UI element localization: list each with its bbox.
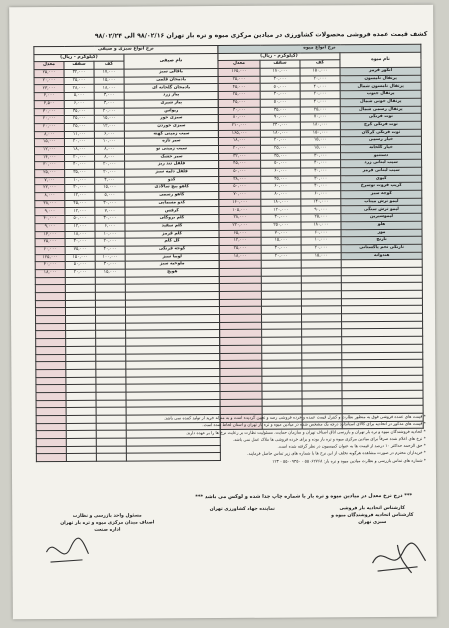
fruit-cell-max: ۳۰,۰۰۰ (260, 91, 300, 99)
veg-cell-name: سیر خشک (125, 153, 219, 161)
fruit-cell-min: ۳۰,۰۰۰ (301, 152, 341, 160)
fruit-cell-name: پرتقال خونی شمال (340, 98, 421, 106)
fruit-cell-name: گریپ فروت توسرخ (341, 183, 422, 191)
fruit-cell-avg: ۵۰,۰۰۰ (219, 168, 261, 176)
veg-cell-max (66, 385, 96, 393)
fruit-cell-name: نارنگی تخم پاکستانی (341, 244, 422, 252)
vegetable-price-table (33, 45, 221, 462)
fruit-cell-avg: ۲۵,۰۰۰ (218, 91, 260, 99)
veg-cell-name: کلم بروکلی (125, 215, 219, 223)
veg-cell-max: ۳۲,۰۰۰ (64, 69, 94, 77)
veg-cell-name: لوبیا سبز (125, 253, 219, 261)
note-line: * اتحادیه فروشندگان میوه و تره بار تهران و بازرسی اتاق اصناف تهران و سازمان حمایت، مسئولیت نظارت بر رعایت نرخ ها را بر عهده دارند. (185, 428, 426, 435)
veg-cell-max (66, 361, 96, 369)
fruit-section-header: نرخ انواع میوه (218, 44, 421, 53)
veg-cell-max: ۱۲,۰۰۰ (65, 192, 95, 200)
note-line: * قیمت های عمده فروشی فوق به منظور نظارت و کنترل قیمت عمده و خرده فروشی رصد و تعیین گردیده است و به منزله خرید از تولید کننده نمی باشد. (163, 413, 426, 421)
fruit-cell-min: ۴۰,۰۰۰ (301, 160, 341, 168)
fruit-cell-name: نارنج (341, 236, 422, 244)
fruit-cell-name: گوجه سبز (341, 190, 422, 198)
veg-cell-name: باقالی سبز (124, 69, 218, 77)
fruit-cell-avg: ۴۵,۰۰۰ (218, 84, 260, 92)
veg-cell-min: ۷,۰۰۰ (95, 208, 125, 216)
fruit-cell-avg: ۱۸,۰۰۰ (218, 138, 260, 146)
fruit-cell-max: ۷۰,۰۰۰ (261, 230, 301, 238)
fruit-cell-name: خیار رسمی (340, 137, 421, 145)
veg-cell-max: ۲۰,۰۰۰ (65, 154, 95, 162)
fruit-cell-avg: ۱۶۵,۰۰۰ (218, 68, 260, 76)
veg-cell-min: ۵,۰۰۰ (95, 192, 125, 200)
veg-cell-avg: ۲۵,۰۰۰ (34, 70, 64, 78)
fruit-cell-max: ۸۰,۰۰۰ (261, 191, 301, 199)
veg-section-header: نرخ انواع سبزی و صیفی (34, 46, 218, 55)
veg-unit-header: (کیلوگرم - ریال) (34, 54, 124, 62)
fruit-cell-max: ۱۲۰,۰۰۰ (261, 206, 301, 214)
fruit-cell-min: ۱۰,۰۰۰ (301, 237, 341, 245)
fruit-cell-name: لیموشیرین (341, 213, 422, 221)
veg-cell-max (66, 392, 96, 400)
veg-cell-min (96, 377, 126, 385)
veg-cell-name: فلفل دلمه سبز (125, 169, 219, 177)
notes-block (34, 413, 426, 466)
fruit-cell-name: دستنبو (341, 152, 422, 160)
fruit-cell-min: ۱۸۰,۰۰۰ (301, 222, 341, 230)
veg-cell-max: ۴۰,۰۰۰ (65, 162, 95, 170)
document-title (27, 31, 427, 43)
veg-cell-avg (35, 285, 65, 293)
fruit-cell-avg: ۷۰,۰۰۰ (219, 191, 261, 199)
fruit-cell-name: هلو (341, 221, 422, 229)
veg-cell-max (65, 308, 95, 316)
veg-cell-min: ۱۲,۰۰۰ (94, 123, 124, 131)
veg-cell-avg (36, 346, 66, 354)
veg-cell-min: ۱۵,۰۰۰ (94, 77, 124, 85)
fruit-cell-max: ۱۸۰,۰۰۰ (260, 68, 300, 76)
veg-cell-min (96, 369, 126, 377)
veg-cell-min (96, 400, 126, 408)
veg-cell-max: ۳۵,۰۰۰ (64, 108, 94, 116)
fruit-cell-name: لیمو ترش میناب (341, 198, 422, 206)
veg-cell-min (95, 300, 125, 308)
fruit-cell-max: ۵۰,۰۰۰ (260, 99, 300, 107)
fruit-cell-avg: ۱۰۵,۰۰۰ (219, 207, 261, 215)
note-line: * شماره های تماس بازرسی و نظارت میادین میوه و تره بار: ۵۵۰۶۲۷۶۸ - ۵۵۰۰۹۴۵۰ - ۱۲۴ (272, 457, 426, 464)
veg-cell-avg: ۱۵,۰۰۰ (34, 139, 64, 147)
veg-cell-avg (36, 369, 66, 377)
veg-cell-max (65, 285, 95, 293)
veg-cell-min (96, 315, 126, 323)
document-page (9, 5, 437, 620)
veg-cell-min: ۶,۰۰۰ (95, 223, 125, 231)
fruit-price-table (217, 44, 423, 431)
veg-cell-name: گل کلم (125, 238, 219, 246)
note-line: * نرخ های اعلام شده صرفاً برای میادین مرکزی میوه و تره بار بوده و برای خرده فروشی ها ملاک عمل نمی باشد. (232, 435, 426, 442)
veg-cell-min: ۲۰,۰۰۰ (95, 169, 125, 177)
fruit-cell-min: ۴۰,۰۰۰ (301, 168, 341, 176)
veg-cell-min: ۳۰,۰۰۰ (95, 215, 125, 223)
veg-cell-min: ۱۵,۰۰۰ (95, 184, 125, 192)
fruit-cell-name: خیار گلخانه (340, 144, 421, 152)
veg-cell-min (96, 384, 126, 392)
veg-cell-avg: ۸,۰۰۰ (34, 131, 64, 139)
veg-avg-header: معدل (34, 62, 64, 70)
fruit-cell-avg: ۱۶۰,۰۰۰ (219, 199, 261, 207)
veg-cell-avg: ۶۰,۰۰۰ (35, 246, 65, 254)
veg-cell-max (65, 292, 95, 300)
veg-cell-name: ملوخیه سبز (125, 261, 219, 269)
veg-cell-name: هویج (125, 268, 219, 276)
fruit-cell-name: پرتقال جنوب (340, 90, 421, 98)
handwritten-signature-2 (42, 532, 92, 572)
veg-cell-name: پیاز شیری (124, 99, 218, 107)
veg-cell-max: ۵۰,۰۰۰ (65, 215, 95, 223)
fruit-cell-min: ۱۴۰,۰۰۰ (301, 199, 341, 207)
fruit-cell-avg: ۲۲۰,۰۰۰ (219, 222, 261, 230)
fruit-cell-min: ۱۵,۰۰۰ (301, 252, 341, 260)
fruit-cell-min: ۲۰,۰۰۰ (300, 76, 340, 84)
veg-cell-min (95, 292, 125, 300)
note-line: * قیمت های مذکور در اتحادیه برای کالای استاندارد درجه یک مشخص شده در میادین میوه و تره بار تهران و استان لحاظ شده است. (202, 421, 426, 428)
veg-cell-min: ۱۰۰,۰۰۰ (95, 254, 125, 262)
veg-cell-avg: ۱۴,۰۰۰ (35, 231, 65, 239)
veg-cell-avg: ۱۸,۰۰۰ (35, 269, 65, 277)
veg-cell-name: فلفل تند ریز (125, 161, 219, 169)
signature-block-3 (42, 512, 172, 534)
veg-cell-max: ۵,۰۰۰ (64, 92, 94, 100)
veg-cell-min: ۲۰,۰۰۰ (95, 238, 125, 246)
veg-cell-name: ریواس (124, 107, 218, 115)
fruit-cell-max: ۴۵,۰۰۰ (261, 176, 301, 184)
fruit-cell-min: ۲۰,۰۰۰ (301, 245, 341, 253)
veg-cell-avg (36, 331, 66, 339)
fruit-cell-avg: ۲۰,۰۰۰ (218, 145, 260, 153)
veg-cell-name: سبزی خور (124, 115, 218, 123)
fruit-cell-min: ۱۵,۰۰۰ (300, 145, 340, 153)
fruit-cell-name: پرتقال رسمی شمال (340, 106, 421, 114)
veg-cell-avg (35, 300, 65, 308)
fruit-name-header: نام میوه (340, 52, 421, 68)
fruit-cell-max: ۳۵,۰۰۰ (260, 107, 300, 115)
veg-cell-min: ۳,۰۰۰ (94, 100, 124, 108)
fruit-cell-min: ۱۵,۰۰۰ (300, 137, 340, 145)
veg-cell-max: ۲۰,۰۰۰ (64, 139, 94, 147)
fruit-cell-avg: ۱۶۵,۰۰۰ (218, 130, 260, 138)
veg-cell-max: ۴۵,۰۰۰ (65, 200, 95, 208)
veg-cell-min (96, 361, 126, 369)
veg-cell-name: سبزی خوردن (124, 122, 218, 130)
warning-line: *** درج نرخ معدل در میادین میوه و تره بار با شماره چاپ جدا شده و لوکس می باشد *** (195, 492, 413, 501)
note-line: * خریداران محترم در صورت مشاهده هرگونه تخلف از این نرخ ها با شماره های زیر تماس حاصل فرمایند. (247, 450, 426, 457)
fruit-cell-name: توت فرنگی گرگان (340, 129, 421, 137)
veg-cell-avg: ۸,۰۰۰ (35, 193, 65, 201)
veg-cell-avg (36, 339, 66, 347)
veg-cell-max: ۲۰,۰۰۰ (65, 269, 95, 277)
veg-cell-max (66, 369, 96, 377)
veg-cell-max: ۱۱,۰۰۰ (64, 131, 94, 139)
veg-cell-min (96, 354, 126, 362)
fruit-cell-max: ۶۰,۰۰۰ (261, 168, 301, 176)
veg-cell-name: بادمجان گلخانه ای (124, 84, 218, 92)
signature-block-2 (187, 506, 297, 514)
fruit-cell-name: هندوانه (341, 252, 422, 260)
fruit-cell-min: ۲۵,۰۰۰ (301, 214, 341, 222)
veg-cell-max: ۵۰,۰۰۰ (65, 262, 95, 270)
veg-cell-avg: ۴,۵۰۰ (34, 100, 64, 108)
veg-cell-max: ۱۲,۰۰۰ (65, 208, 95, 216)
veg-cell-max (65, 277, 95, 285)
fruit-cell-min: ۴۰,۰۰۰ (301, 183, 341, 191)
fruit-cell-avg: ۲۸,۰۰۰ (219, 214, 261, 222)
veg-cell-min (96, 346, 126, 354)
fruit-cell-max: ۵۰,۰۰۰ (261, 160, 301, 168)
veg-cell-avg (36, 392, 66, 400)
veg-cell-min (96, 323, 126, 331)
veg-cell-max: ۷۵,۰۰۰ (65, 246, 95, 254)
veg-cell-avg (36, 400, 66, 408)
veg-cell-avg: ۷,۰۰۰ (35, 177, 65, 185)
fruit-min-header: کف (300, 60, 340, 68)
veg-cell-avg (36, 377, 66, 385)
veg-cell-name: سیر تازه (124, 138, 218, 146)
veg-cell-min: ۲۰,۰۰۰ (95, 161, 125, 169)
veg-cell-max: ۱۰,۰۰۰ (65, 177, 95, 185)
veg-cell-min: ۳۰,۰۰۰ (95, 200, 125, 208)
veg-cell-avg: ۲۵,۰۰۰ (35, 239, 65, 247)
veg-cell-max: ۳۰,۰۰۰ (65, 238, 95, 246)
veg-cell-max (65, 300, 95, 308)
fruit-cell-max: ۹۰,۰۰۰ (260, 114, 300, 122)
veg-cell-name: کاهو پیچ سالادی (125, 184, 219, 192)
veg-name-header: نام صیفی (124, 53, 218, 69)
veg-cell-min: ۱۷,۰۰۰ (94, 69, 124, 77)
fruit-cell-max: ۲۴۰,۰۰۰ (260, 122, 300, 130)
veg-cell-avg (36, 323, 66, 331)
veg-cell-min: ۱۸,۰۰۰ (94, 85, 124, 93)
veg-cell-max: ۱۵۰,۰۰۰ (65, 254, 95, 262)
veg-cell-min: ۳۰,۰۰۰ (95, 261, 125, 269)
fruit-cell-min: ۴۰,۰۰۰ (300, 99, 340, 107)
signature-1-line-2: کارشناس اتحادیه فروشندگان میوه و (331, 512, 414, 519)
veg-cell-name: کاهو رسمی (125, 192, 219, 200)
veg-cell-avg: ۳۰,۰۰۰ (34, 108, 64, 116)
veg-cell-avg: ۹,۰۰۰ (35, 208, 65, 216)
veg-cell-name: سیب زمینی نو (124, 145, 218, 153)
veg-cell-avg: ۲۰,۰۰۰ (34, 77, 64, 85)
title-text: کشف قیمت عمده فروشی محصولات کشاورزی در میادین مرکزی میوه و تره بار تهران ۹۸/۰۲/۱۶ الی ۹۸/۰۲/۲۴ (94, 30, 428, 40)
fruit-cell-min: ۶۰,۰۰۰ (301, 229, 341, 237)
veg-cell-avg: ۲۰,۰۰۰ (34, 123, 64, 131)
veg-cell-avg: ۱۴,۰۰۰ (35, 154, 65, 162)
fruit-cell-name: سیب لبنانی زرد (341, 160, 422, 168)
fruit-cell-max: ۵۰,۰۰۰ (260, 83, 300, 91)
fruit-cell-min: ۹۰,۰۰۰ (301, 206, 341, 214)
fruit-cell-name: انگور قرمز (340, 67, 421, 75)
veg-cell-name: پیاز زرد (124, 92, 218, 100)
fruit-cell-name: لیمو ترش سنگی (341, 206, 422, 214)
fruit-cell-max: ۳۵,۰۰۰ (261, 153, 301, 161)
veg-cell-min (95, 284, 125, 292)
fruit-cell-name: توت فرنگی (340, 113, 421, 121)
fruit-cell-name: سیب لبنانی قرمز (341, 167, 422, 175)
fruit-cell-min: ۱۵۰,۰۰۰ (300, 68, 340, 76)
fruit-cell-min: ۶۰,۰۰۰ (301, 191, 341, 199)
fruit-cell-max: ۲۵۰,۰۰۰ (261, 222, 301, 230)
veg-cell-max: ۶,۰۰۰ (64, 100, 94, 108)
veg-cell-max (66, 346, 96, 354)
veg-cell-avg (36, 385, 66, 393)
veg-cell-max: ۱۸,۰۰۰ (65, 231, 95, 239)
signature-3-line-1: مسئول واحد بازرسی و نظارت (72, 513, 142, 519)
veg-cell-max (66, 354, 96, 362)
veg-cell-max: ۲۵,۰۰۰ (64, 123, 94, 131)
veg-cell-avg: ۲۵,۰۰۰ (35, 169, 65, 177)
veg-cell-min: ۳,۰۰۰ (94, 92, 124, 100)
fruit-cell-name: پرتقال تامسون شمال (340, 83, 421, 91)
veg-cell-name: سیب زمینی کهنه (124, 130, 218, 138)
veg-cell-avg (36, 354, 66, 362)
fruit-cell-max: ۲۰,۰۰۰ (260, 137, 300, 145)
veg-cell-min: ۱۰,۰۰۰ (94, 138, 124, 146)
fruit-cell-max: ۶۰,۰۰۰ (261, 183, 301, 191)
veg-cell-name: بادمجان قلمی (124, 76, 218, 84)
fruit-cell-min: ۱۵۰,۰۰۰ (300, 129, 340, 137)
veg-cell-name: کدو (125, 176, 219, 184)
fruit-cell-name: توت فرنگی کرج (340, 121, 421, 129)
signature-3-line-3: اداره صنعت (94, 527, 121, 533)
veg-max-header: سقف (64, 62, 94, 70)
veg-cell-max (66, 331, 96, 339)
fruit-cell-avg: ۱۲,۰۰۰ (219, 237, 261, 245)
veg-cell-min: ۲۰,۰۰۰ (94, 108, 124, 116)
veg-cell-avg: ۱۲۵,۰۰۰ (35, 254, 65, 262)
veg-cell-avg: ۲۲,۰۰۰ (35, 185, 65, 193)
veg-cell-min (96, 331, 126, 339)
veg-cell-min: ۴۰,۰۰۰ (95, 246, 125, 254)
veg-cell-max: ۲۵,۰۰۰ (64, 77, 94, 85)
veg-cell-avg: ۲۳,۰۰۰ (34, 85, 64, 93)
veg-cell-max: ۱۲,۰۰۰ (65, 223, 95, 231)
veg-cell-max: ۲۵,۰۰۰ (64, 115, 94, 123)
fruit-cell-name: کیوی (341, 175, 422, 183)
veg-cell-avg: ۱۲,۰۰۰ (34, 146, 64, 154)
fruit-cell-avg: ۳۲,۰۰۰ (219, 153, 261, 161)
fruit-cell-name: پرتقال تامسون (340, 75, 421, 83)
veg-cell-max (66, 400, 96, 408)
veg-cell-min (96, 338, 126, 346)
signature-2-line-1: نماینده جهاد کشاورزی تهران (209, 506, 275, 513)
fruit-cell-min: ۷۰,۰۰۰ (300, 114, 340, 122)
fruit-cell-max: ۳۰,۰۰۰ (260, 76, 300, 84)
veg-cell-min: ۴,۰۰۰ (95, 177, 125, 185)
veg-cell-name: کرفس (125, 207, 219, 215)
fruit-unit-header: (کیلوگرم - ریال) (218, 52, 340, 60)
fruit-cell-min: ۲۰,۰۰۰ (300, 91, 340, 99)
veg-min-header: کف (94, 61, 124, 69)
fruit-cell-avg: ۸۰,۰۰۰ (218, 114, 260, 122)
veg-cell-avg (35, 277, 65, 285)
handwritten-signature-1 (367, 533, 429, 583)
veg-cell-max (66, 338, 96, 346)
veg-cell-avg (36, 316, 66, 324)
veg-cell-avg (36, 362, 66, 370)
fruit-cell-max: ۳۰,۰۰۰ (261, 245, 301, 253)
fruit-cell-avg: ۲۵,۰۰۰ (218, 76, 260, 84)
veg-cell-min: ۸,۰۰۰ (95, 154, 125, 162)
signature-block-1 (312, 505, 432, 527)
veg-cell-name: کلم سفید (125, 222, 219, 230)
signature-1-line-1: کارشناس اتحادیه بار فروشی (339, 505, 405, 512)
fruit-cell-max: ۱۵,۰۰۰ (261, 237, 301, 245)
veg-cell-avg: ۴,۰۰۰ (34, 93, 64, 101)
veg-cell-min: ۸,۰۰۰ (94, 146, 124, 154)
veg-cell-avg: ۴۰,۰۰۰ (35, 216, 65, 224)
veg-cell-max: ۳۵,۰۰۰ (65, 169, 95, 177)
fruit-cell-max: ۳۰,۰۰۰ (261, 214, 301, 222)
fruit-cell-avg: ۵۰,۰۰۰ (219, 184, 261, 192)
fruit-cell-max: ۱۸۰,۰۰۰ (260, 130, 300, 138)
veg-cell-min (95, 307, 125, 315)
fruit-cell-avg: ۶۵,۰۰۰ (219, 230, 261, 238)
veg-cell-avg: ۲۰,۰۰۰ (34, 116, 64, 124)
fruit-cell-avg: ۲۱۰,۰۰۰ (218, 122, 260, 130)
fruit-cell-min: ۴۰,۰۰۰ (300, 83, 340, 91)
veg-cell-avg: ۹,۰۰۰ (35, 223, 65, 231)
fruit-avg-header: معدل (218, 61, 260, 69)
veg-cell-max (66, 377, 96, 385)
veg-cell-avg: ۳۸,۰۰۰ (35, 200, 65, 208)
fruit-cell-max: ۲۵,۰۰۰ (260, 145, 300, 153)
veg-cell-min: ۱۵,۰۰۰ (95, 269, 125, 277)
veg-cell-min: ۱۰,۰۰۰ (95, 231, 125, 239)
fruit-cell-avg: ۳۰,۰۰۰ (218, 107, 260, 115)
veg-cell-min: ۱۵,۰۰۰ (94, 115, 124, 123)
veg-cell-name: کلم قرمز (125, 230, 219, 238)
fruit-cell-name: موز (341, 229, 422, 237)
fruit-cell-max: ۱۸۰,۰۰۰ (261, 199, 301, 207)
veg-cell-max (66, 323, 96, 331)
veg-cell-avg: ۴۰,۰۰۰ (35, 262, 65, 270)
fruit-cell-min: ۳۰,۰۰۰ (301, 175, 341, 183)
fruit-max-header: سقف (260, 60, 300, 68)
fruit-cell-avg: ۳۸,۰۰۰ (219, 176, 261, 184)
veg-cell-min: ۶,۰۰۰ (94, 131, 124, 139)
veg-cell-avg (35, 308, 65, 316)
veg-cell-max (66, 315, 96, 323)
fruit-cell-avg: ۱۸,۰۰۰ (219, 253, 261, 261)
signature-1-line-3: سبزی تهران (358, 520, 387, 526)
veg-cell-avg: ۳۰,۰۰۰ (35, 162, 65, 170)
fruit-cell-avg: ۲۵,۰۰۰ (219, 245, 261, 253)
fruit-cell-avg: ۴۵,۰۰۰ (219, 161, 261, 169)
veg-cell-min (95, 277, 125, 285)
fruit-cell-min: ۲۵,۰۰۰ (300, 106, 340, 114)
fruit-cell-min: ۱۸۰,۰۰۰ (300, 122, 340, 130)
veg-cell-max: ۳۰,۰۰۰ (65, 185, 95, 193)
signature-3-line-2: اصناف میدان مرکزی میوه و تره بار تهران (60, 520, 155, 526)
veg-cell-name: گوجه فرنگی (125, 245, 219, 253)
veg-cell-max: ۱۸,۰۰۰ (64, 146, 94, 154)
veg-cell-name: کدو مسمایی (125, 199, 219, 207)
note-line: * حق الزحمه حداکثر ۱۰ درصد از قیمت ها به عنوان کمیسیون در نظر گرفته شده است. (277, 442, 426, 449)
fruit-cell-avg: ۴۵,۰۰۰ (218, 99, 260, 107)
veg-cell-max: ۲۸,۰۰۰ (64, 85, 94, 93)
veg-cell-avg (35, 292, 65, 300)
fruit-cell-max: ۲۰,۰۰۰ (261, 253, 301, 261)
veg-cell-min (96, 392, 126, 400)
